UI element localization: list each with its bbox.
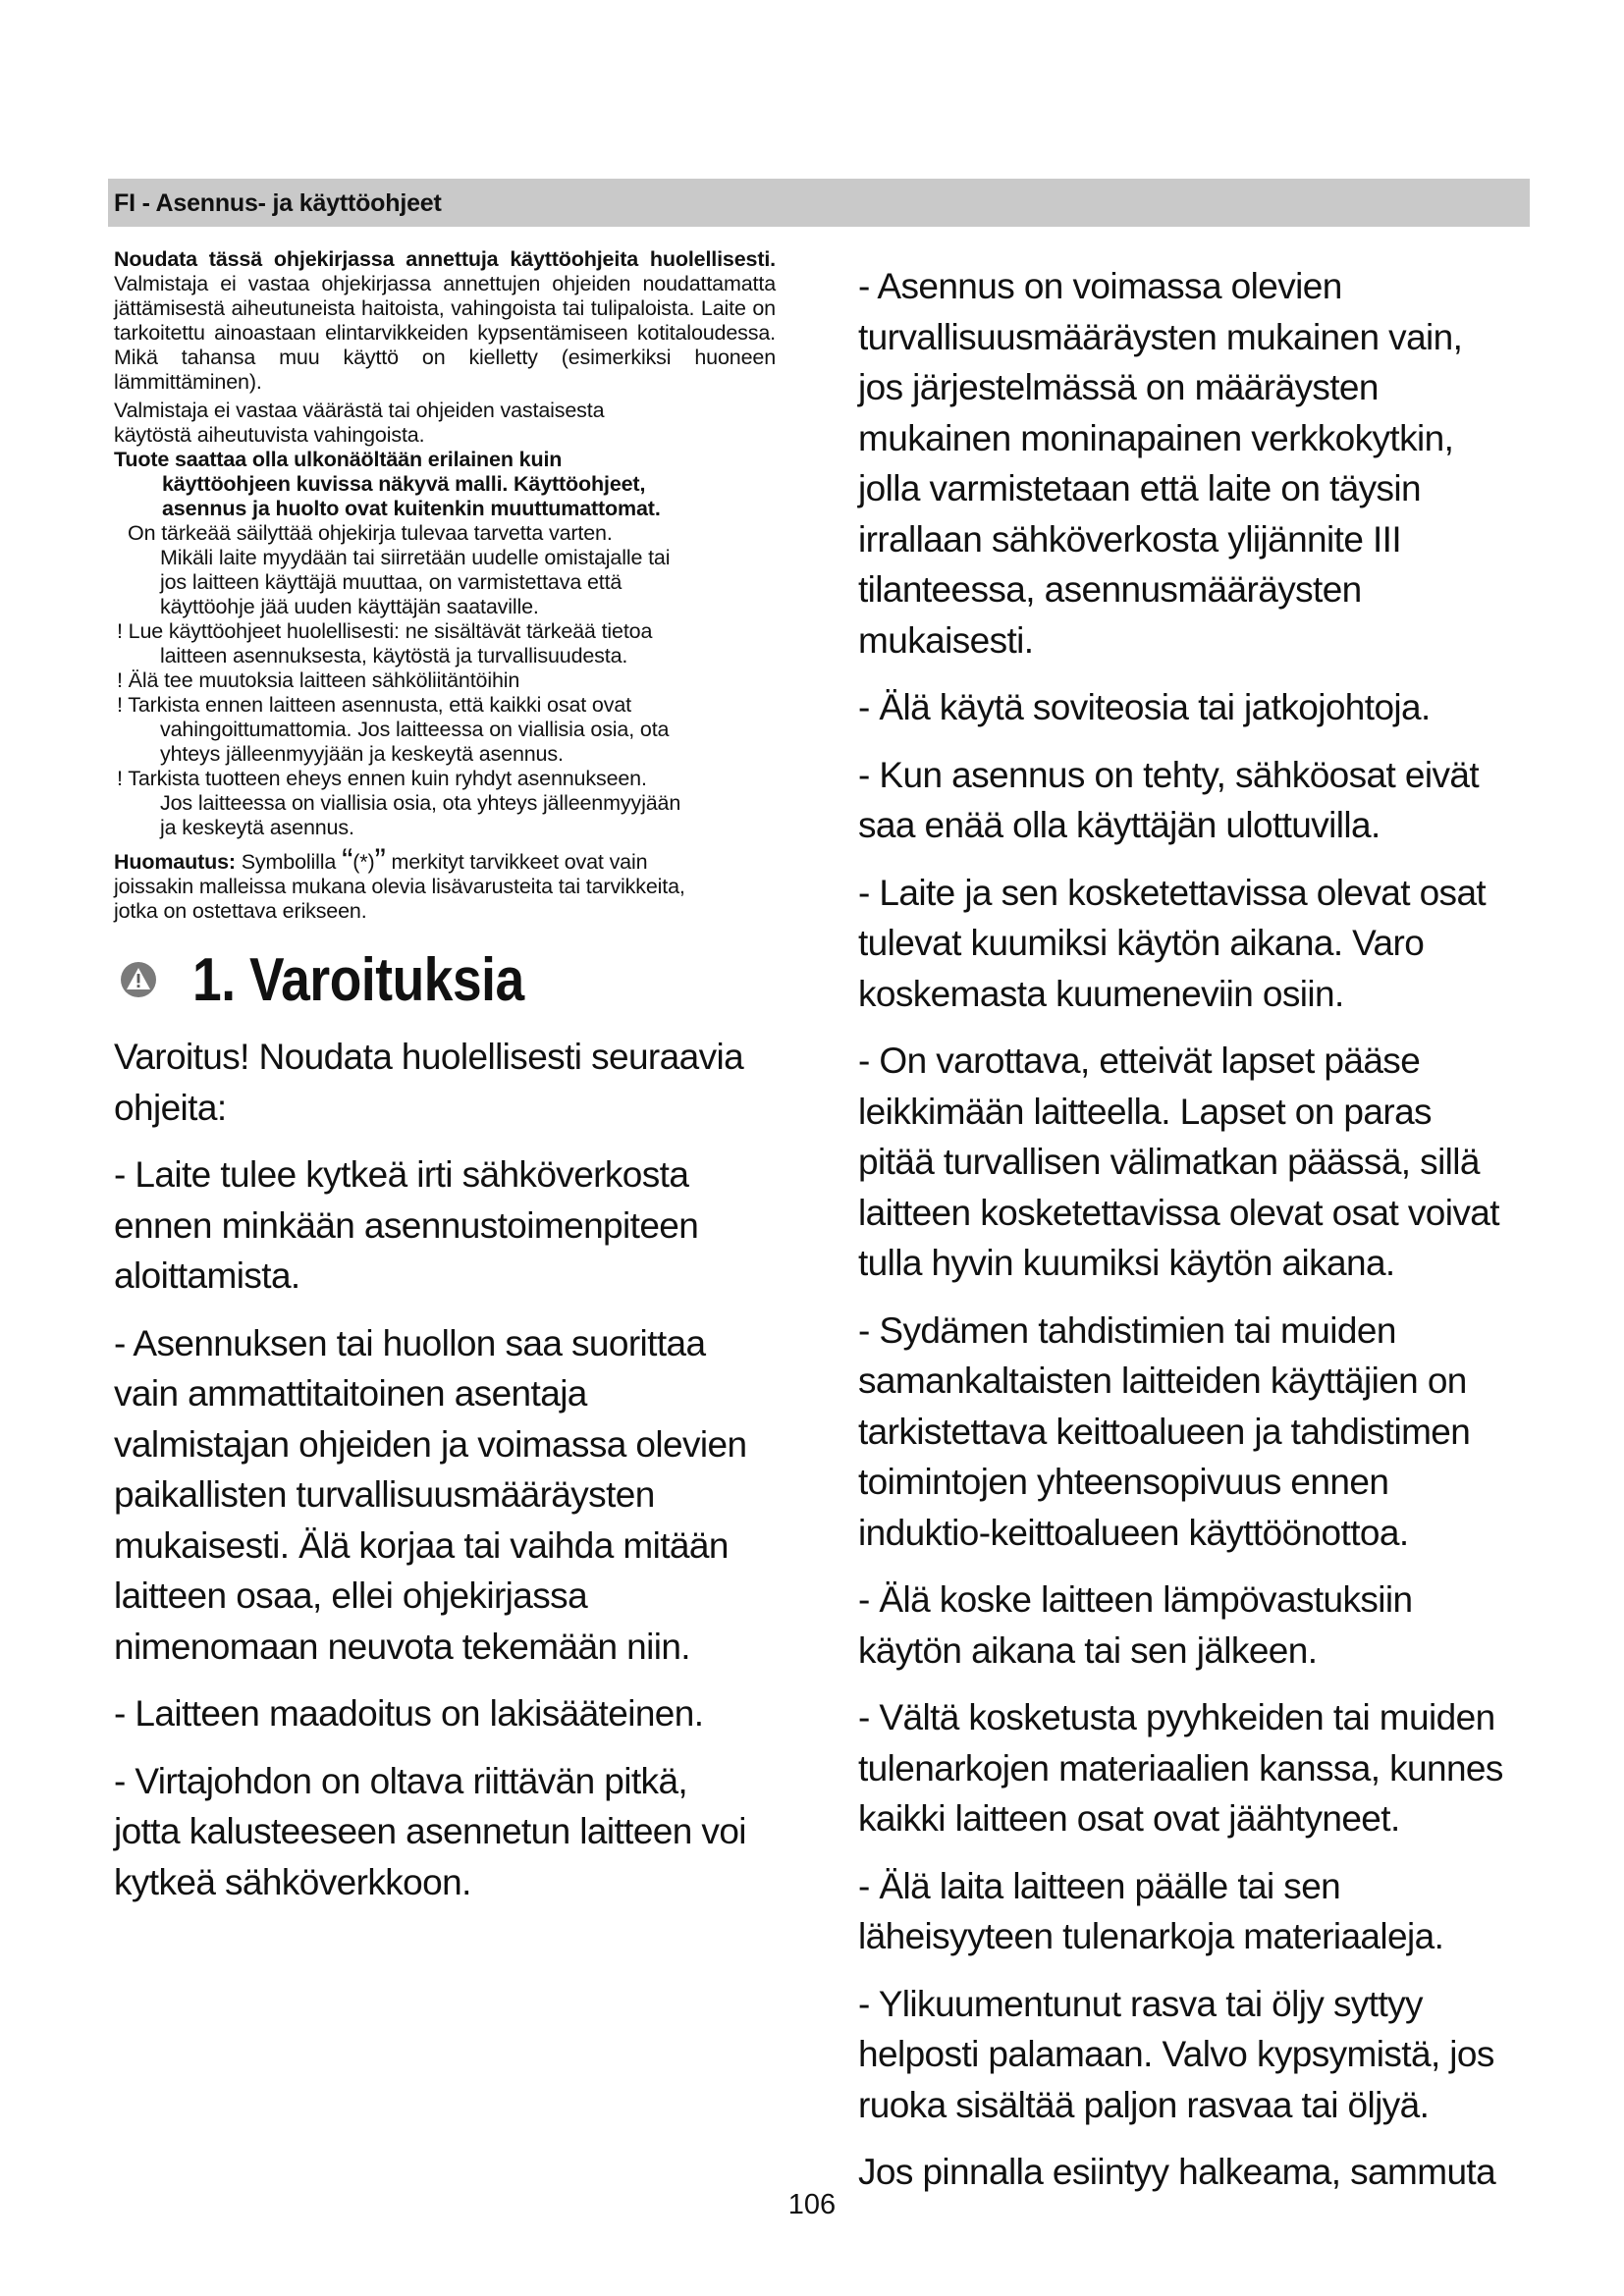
warning-text: - Älä laita laitteen päälle tai sen bbox=[858, 1865, 1341, 1906]
keep-manual-text: On tärkeää säilyttää ohjekirja tulevaa tarvetta varten. bbox=[128, 521, 613, 545]
warning-overheated-fat bbox=[858, 1979, 1536, 2131]
warning-text: irrallaan sähköverkosta ylijännite III bbox=[858, 518, 1402, 560]
warning-triangle-icon bbox=[120, 961, 157, 998]
bullet-no-changes bbox=[114, 668, 776, 693]
model-notice-line: Tuote saattaa olla ulkonäöltään erilainen kuin bbox=[114, 448, 563, 471]
warning-text: - Kun asennus on tehty, sähköosat eivät bbox=[858, 754, 1480, 795]
warning-text: tulevat kuumiksi käytön aikana. Varo bbox=[858, 923, 1425, 963]
section-title: 1. Varoituksia bbox=[192, 946, 524, 1014]
warning-cord-length bbox=[114, 1756, 776, 1908]
intro-text: muu käyttö on kielletty (esimerkiksi huoneen lämmittäminen). bbox=[114, 346, 777, 394]
bullet-text: ja keskeytä asennus. bbox=[160, 816, 354, 839]
liability-text: Valmistaja ei vastaa väärästä tai ohjeiden vastaisesta bbox=[114, 399, 605, 422]
warning-text: - Virtajohdon on oltava riittävän pitkä, bbox=[114, 1760, 688, 1801]
intro-text: Valmistaja ei vastaa ohjekirjassa annettujen bbox=[114, 272, 541, 295]
keep-manual-text: Mikäli laite myydään tai siirretään uudelle omistajalle tai bbox=[160, 546, 671, 569]
warning-text: laitteen kosketettavissa olevat osat voivat bbox=[858, 1192, 1499, 1233]
warning-text: leikkimään laitteella. Lapset on paras bbox=[858, 1091, 1432, 1132]
warning-text: ennen minkään asennustoimenpiteen bbox=[114, 1204, 699, 1246]
warning-text: tilanteessa, asennusmääräysten bbox=[858, 569, 1362, 610]
note-text: merkityt tarvikkeet ovat vain bbox=[385, 850, 648, 874]
warning-hot-parts bbox=[858, 868, 1536, 1020]
keep-manual-cont bbox=[114, 546, 776, 619]
bullet-text: Jos laitteessa on viallisia osia, ota yhteys jälleenmyyjään bbox=[160, 791, 681, 815]
warning-text: - Laite ja sen kosketettavissa olevat osat bbox=[858, 872, 1487, 913]
header-title: FI - Asennus- ja käyttöohjeet bbox=[114, 189, 442, 217]
bullet-check-integrity-cont bbox=[114, 791, 776, 840]
warning-text: valmistajan ohjeiden ja voimassa olevien bbox=[114, 1423, 747, 1465]
warning-text: - Vältä kosketusta pyyhkeiden tai muiden bbox=[858, 1697, 1495, 1737]
model-notice bbox=[114, 448, 776, 472]
warning-electrical-parts bbox=[858, 750, 1536, 851]
warning-text: nimenomaan neuvota tekemään niin. bbox=[114, 1626, 690, 1667]
keep-manual-text: jos laitteen käyttäjä muuttaa, on varmistettava että bbox=[160, 570, 623, 594]
warning-multipole-switch bbox=[858, 261, 1536, 666]
note-quote-open: “ bbox=[342, 842, 353, 880]
warning-text: - On varottava, etteivät lapset pääse bbox=[858, 1041, 1421, 1081]
bullet-read-manual-cont bbox=[114, 644, 776, 668]
bullet-check-integrity bbox=[114, 767, 776, 791]
warning-text: mukainen moninapainen verkkokytkin, bbox=[858, 417, 1454, 458]
bullet-text: yhteys jälleenmyyjään ja keskeytä asennus. bbox=[160, 742, 564, 766]
warning-text: aloittamista. bbox=[114, 1255, 300, 1296]
note-quote-close: ” bbox=[374, 842, 386, 880]
warning-text: toimintojen yhteensopivuus ennen bbox=[858, 1462, 1389, 1502]
left-warnings bbox=[114, 1032, 776, 1907]
header-bar bbox=[108, 179, 1530, 227]
note-paragraph bbox=[114, 842, 776, 924]
model-notice-line: asennus ja huolto ovat kuitenkin muuttumattomat. bbox=[162, 497, 661, 520]
bullet-text: ! Lue käyttöohjeet huolellisesti: ne sisältävät tärkeää tietoa bbox=[117, 619, 653, 643]
intro-paragraph bbox=[114, 247, 776, 395]
warning-text: koskemasta kuumeneviin osiin. bbox=[858, 973, 1344, 1014]
note-symbol: (*) bbox=[352, 850, 375, 874]
intro-text: ohjeiden noudattamatta jättämisestä aiheutuneista haitoista, bbox=[114, 272, 777, 320]
warning-text: jos järjestelmässä on määräysten bbox=[858, 367, 1379, 407]
warning-heating-elements bbox=[858, 1575, 1536, 1676]
warning-text: pitää turvallisen välimatkan päässä, sillä bbox=[858, 1142, 1480, 1182]
keep-manual-line bbox=[114, 521, 776, 546]
warning-text: tulla hyvin kuumiksi käytön aikana. bbox=[858, 1243, 1395, 1283]
warning-text: - Älä käytä soviteosia tai jatkojohtoja. bbox=[858, 687, 1431, 727]
warning-text: - Laitteen maadoitus on lakisääteinen. bbox=[114, 1693, 704, 1734]
liability-paragraph bbox=[114, 399, 776, 448]
warning-children bbox=[858, 1036, 1536, 1289]
bullet-text: ! Tarkista ennen laitteen asennusta, että kaikki osat ovat bbox=[117, 693, 631, 717]
warning-disconnect bbox=[114, 1149, 776, 1302]
warning-text: samankaltaisten laitteiden käyttäjien on bbox=[858, 1361, 1467, 1401]
warning-text: mukaisesti. bbox=[858, 619, 1034, 661]
warning-text: tulenarkojen materiaalien kanssa, kunnes bbox=[858, 1747, 1503, 1789]
note-label: Huomautus: bbox=[114, 850, 236, 874]
warning-grounding bbox=[114, 1688, 776, 1739]
warning-text: - Asennus on voimassa olevien bbox=[858, 266, 1342, 306]
warning-text: - Ylikuumentunut rasva tai öljy syttyy bbox=[858, 1983, 1423, 2024]
page-number: 106 bbox=[787, 2189, 837, 2220]
warning-pacemakers bbox=[858, 1306, 1536, 1559]
warning-text: Varoitus! Noudata huolellisesti seuraavia bbox=[114, 1037, 744, 1077]
warning-text: jolla varmistetaan että laite on täysin bbox=[858, 468, 1422, 508]
intro-bold-lead: Noudata tässä ohjekirjassa annettuja käyttöohjeita huolellisesti. bbox=[114, 247, 776, 271]
warning-text: - Laite tulee kytkeä irti sähköverkosta bbox=[114, 1154, 689, 1195]
section-heading bbox=[114, 943, 776, 1018]
warning-text: turvallisuusmääräysten mukainen vain, bbox=[858, 316, 1463, 357]
warning-intro bbox=[114, 1032, 776, 1133]
note-text: jotka on ostettava erikseen. bbox=[114, 899, 367, 923]
warning-text: helposti palamaan. Valvo kypsymistä, jos bbox=[858, 2034, 1494, 2074]
warning-text: läheisyyteen tulenarkoja materiaaleja. bbox=[858, 1916, 1444, 1956]
bullet-text: laitteen asennuksesta, käytöstä ja turvallisuudesta. bbox=[160, 644, 628, 667]
liability-text: käytöstä aiheutuvista vahingoista. bbox=[114, 423, 425, 447]
warning-text: - Älä koske laitteen lämpövastuksiin bbox=[858, 1579, 1413, 1620]
left-column bbox=[114, 247, 776, 1907]
warning-text: Jos pinnalla esiintyy halkeama, sammuta bbox=[858, 2152, 1496, 2192]
warning-text: vain ammattitaitoinen asentaja bbox=[114, 1373, 587, 1414]
warning-text: induktio-keittoalueen käyttöönottoa. bbox=[858, 1512, 1409, 1553]
bullet-check-parts-cont bbox=[114, 718, 776, 767]
note-text: Symbolilla bbox=[235, 850, 343, 874]
warning-no-adapters bbox=[858, 682, 1536, 733]
bullet-text: ! Älä tee muutoksia laitteen sähköliitäntöihin bbox=[117, 668, 520, 692]
warning-qualified-installer bbox=[114, 1318, 776, 1673]
warning-text: laitteen osaa, ellei ohjekirjassa bbox=[114, 1575, 588, 1616]
warning-text: mukaisesti. Älä korjaa tai vaihda mitään bbox=[114, 1524, 729, 1566]
warning-text: - Sydämen tahdistimien tai muiden bbox=[858, 1309, 1396, 1351]
bullet-read-manual bbox=[114, 619, 776, 644]
warning-text: käytön aikana tai sen jälkeen. bbox=[858, 1629, 1318, 1671]
keep-manual-text: käyttöohje jää uuden käyttäjän saataville. bbox=[160, 595, 539, 618]
warning-text: jotta kalusteeseen asennetun laitteen voi bbox=[114, 1811, 746, 1851]
warning-text: kytkeä sähköverkkoon. bbox=[114, 1861, 471, 1902]
model-notice-line: käyttöohjeen kuvissa näkyvä malli. Käyttöohjeet, bbox=[162, 472, 646, 496]
right-column bbox=[858, 261, 1536, 2198]
warning-text: ohjeita: bbox=[114, 1087, 227, 1128]
warning-text: - Asennuksen tai huollon saa suorittaa bbox=[114, 1322, 706, 1363]
warning-flammable-contact bbox=[858, 1692, 1536, 1844]
intro-text: vahingoista tai tulipaloista. Laite on tarkoitettu ainoastaan bbox=[114, 296, 776, 345]
warning-text: ruoka sisältää paljon rasvaa tai öljyä. bbox=[858, 2084, 1430, 2125]
warning-text: paikallisten turvallisuusmääräysten bbox=[114, 1474, 655, 1515]
bullet-text: ! Tarkista tuotteen eheys ennen kuin ryhdyt asennukseen. bbox=[117, 767, 647, 790]
model-notice-cont bbox=[114, 472, 776, 521]
warning-text: kaikki laitteen osat ovat jäähtyneet. bbox=[858, 1798, 1400, 1839]
warning-text: saa enää olla käyttäjän ulottuvilla. bbox=[858, 805, 1380, 845]
intro-text: elintarvikkeiden kypsentämiseen kotitaloudessa. Mikä tahansa bbox=[114, 321, 776, 369]
warning-flammable-nearby bbox=[858, 1861, 1536, 1962]
bullet-check-parts bbox=[114, 693, 776, 718]
warning-text: tarkistettava keittoalueen ja tahdistimen bbox=[858, 1411, 1471, 1452]
note-text: joissakin malleissa mukana olevia lisävarusteita tai tarvikkeita, bbox=[114, 875, 685, 898]
bullet-text: vahingoittumattomia. Jos laitteessa on viallisia osia, ota bbox=[160, 718, 670, 741]
